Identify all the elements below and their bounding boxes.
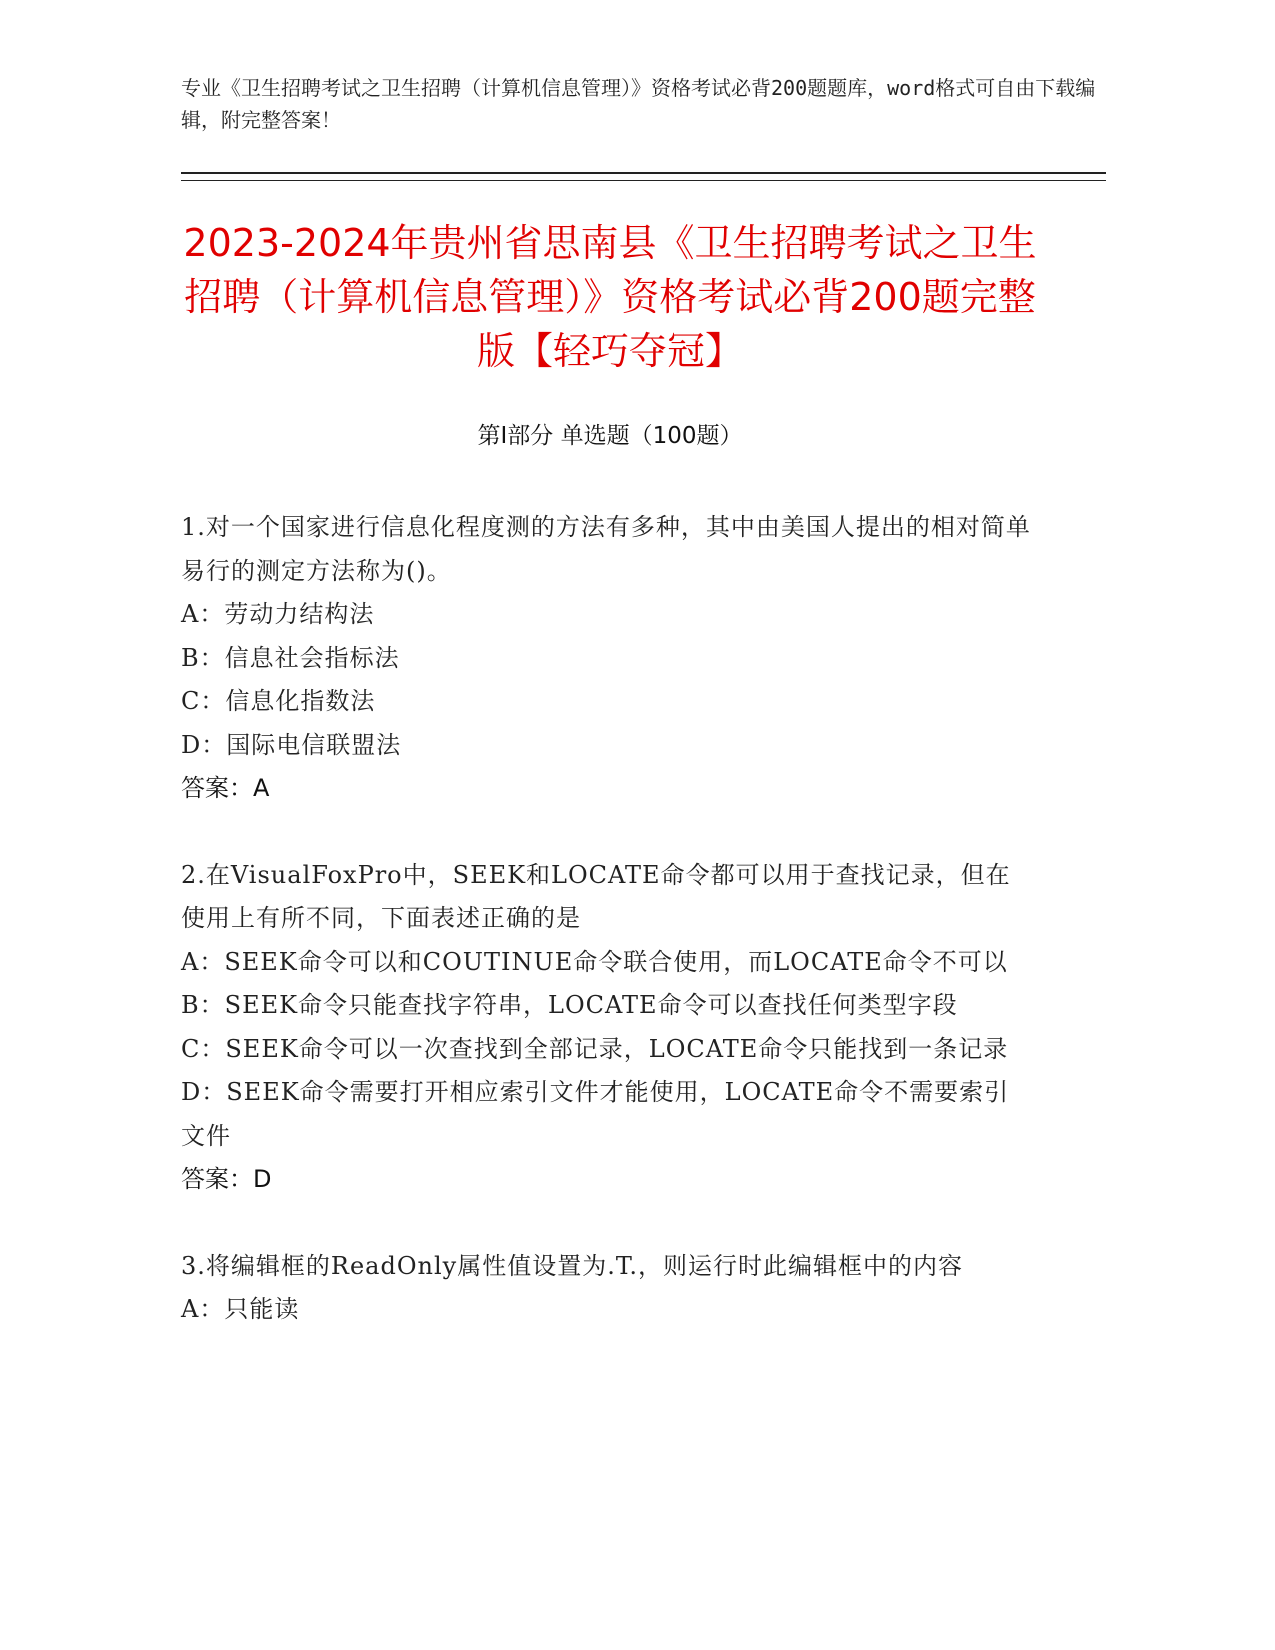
answer: 答案：D [181,1165,272,1193]
header-divider-thick [181,172,1106,174]
question-1 [181,506,1031,811]
option-d: D：国际电信联盟法 [181,730,402,759]
document-title: 2023-2024年贵州省思南县《卫生招聘考试之卫生招聘（计算机信息管理）》资格考试必背200题完整版【轻巧夺冠】 [183,221,1037,373]
section-heading: 第I部分 单选题（100题） [477,423,743,449]
question-stem: 3.将编辑框的ReadOnly属性值设置为.T.，则运行时此编辑框中的内容 [181,1251,963,1280]
option-d: D：SEEK命令需要打开相应索引文件才能使用，LOCATE命令不需要索引文件 [181,1078,1010,1150]
option-a: A：劳动力结构法 [181,600,375,628]
question-stem: 1.对一个国家进行信息化程度测的方法有多种，其中由美国人提出的相对简单易行的测定方法称为()。 [181,513,1031,585]
answer: 答案：A [181,774,270,802]
question-2 [181,854,1031,1202]
question-list [181,506,1031,1375]
option-b: B：SEEK命令只能查找字符串，LOCATE命令可以查找任何类型字段 [181,991,958,1019]
question-stem: 2.在VisualFoxPro中，SEEK和LOCATE命令都可以用于查找记录，但在使用上有所不同，下面表述正确的是 [181,860,1011,932]
option-c: C：信息化指数法 [181,687,376,715]
header-note: 专业《卫生招聘考试之卫生招聘（计算机信息管理）》资格考试必背200题题库，word格式可自由下载编辑，附完整答案！ [181,76,1096,132]
option-a: A：SEEK命令可以和COUTINUE命令联合使用，而LOCATE命令不可以 [181,947,1008,976]
header-divider-thin [181,180,1106,181]
option-b: B：信息社会指标法 [181,643,400,672]
question-3 [181,1245,1031,1332]
option-c: C：SEEK命令可以一次查找到全部记录，LOCATE命令只能找到一条记录 [181,1034,1009,1063]
option-a: A：只能读 [181,1295,300,1323]
